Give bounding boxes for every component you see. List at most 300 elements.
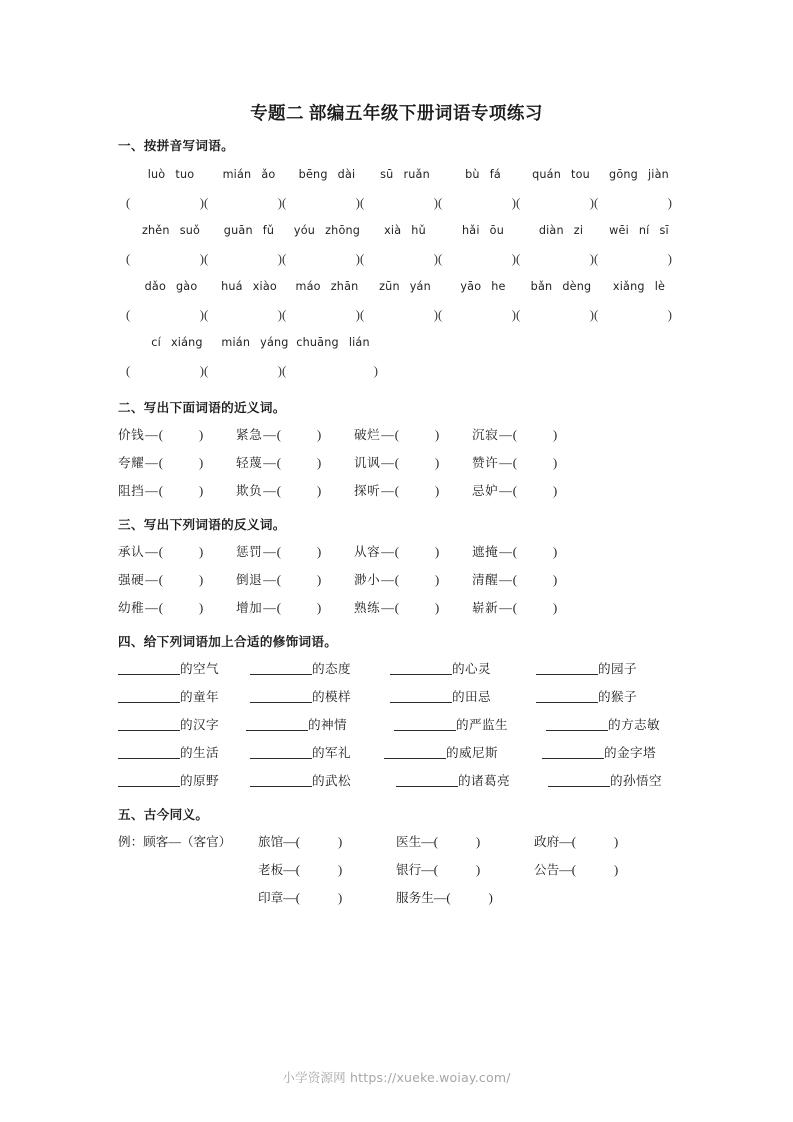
pinyin-syllable: luò bbox=[147, 168, 166, 181]
worksheet-content bbox=[118, 136, 688, 920]
dash: — bbox=[145, 601, 158, 615]
antonym-item[interactable] bbox=[472, 594, 590, 622]
modifier-grid bbox=[118, 655, 688, 795]
fill-blank[interactable] bbox=[118, 772, 180, 787]
answer-bracket[interactable] bbox=[159, 594, 211, 622]
paren-left: ( bbox=[158, 484, 163, 498]
ancient-modern-row bbox=[118, 884, 688, 912]
pinyin-syllable: ní bbox=[638, 224, 650, 237]
answer-bracket[interactable] bbox=[438, 244, 516, 274]
answer-bracket[interactable] bbox=[513, 421, 565, 449]
ancient-modern-item[interactable] bbox=[258, 884, 396, 912]
word-term: 强硬 bbox=[118, 573, 145, 587]
modifier-item[interactable] bbox=[118, 655, 250, 683]
answer-bracket[interactable] bbox=[277, 566, 329, 594]
fill-blank[interactable] bbox=[536, 660, 598, 675]
answer-bracket[interactable] bbox=[395, 594, 447, 622]
paren-left: ( bbox=[276, 456, 281, 470]
answer-bracket[interactable] bbox=[438, 300, 516, 330]
paren-left: ( bbox=[204, 196, 209, 210]
word-term: 银行 bbox=[396, 863, 422, 877]
answer-bracket[interactable] bbox=[159, 538, 211, 566]
answer-bracket[interactable] bbox=[126, 356, 204, 386]
paren-right: ) bbox=[552, 545, 558, 559]
paren-right: ) bbox=[475, 835, 481, 849]
paren-right: ) bbox=[198, 545, 204, 559]
paren-left: ( bbox=[204, 308, 209, 322]
modifier-item[interactable] bbox=[384, 739, 542, 767]
answer-bracket[interactable] bbox=[395, 477, 447, 505]
fill-blank[interactable] bbox=[250, 744, 312, 759]
modifier-word: 田忌 bbox=[465, 690, 491, 704]
paren-right: ) bbox=[511, 252, 516, 266]
pinyin-syllable: xià bbox=[384, 224, 402, 237]
dash: — bbox=[283, 835, 296, 849]
modifier-item[interactable] bbox=[118, 683, 250, 711]
paren-left: ( bbox=[394, 428, 399, 442]
answer-bracket[interactable] bbox=[395, 421, 447, 449]
paren-right: ) bbox=[316, 545, 322, 559]
synonym-item[interactable] bbox=[354, 449, 472, 477]
fill-blank[interactable] bbox=[394, 716, 456, 731]
paren-left: ( bbox=[360, 252, 365, 266]
paren-left: ( bbox=[360, 308, 365, 322]
answer-bracket[interactable] bbox=[594, 188, 672, 218]
pinyin-syllable: huá bbox=[221, 280, 243, 293]
modifier-item[interactable] bbox=[250, 767, 396, 795]
antonym-item[interactable] bbox=[118, 594, 236, 622]
ancient-modern-item[interactable] bbox=[396, 856, 534, 884]
modifier-item[interactable] bbox=[390, 655, 536, 683]
pinyin-group bbox=[366, 274, 444, 300]
modifier-word: 原野 bbox=[193, 774, 219, 788]
fill-blank[interactable] bbox=[118, 716, 180, 731]
paren-left: ( bbox=[394, 573, 399, 587]
answer-bracket[interactable] bbox=[126, 188, 204, 218]
modifier-item[interactable] bbox=[542, 739, 656, 767]
row-spacer bbox=[118, 884, 258, 912]
modifier-word: 严监生 bbox=[469, 718, 508, 732]
answer-bracket[interactable] bbox=[126, 300, 204, 330]
pinyin-syllable: dài bbox=[337, 168, 356, 181]
fill-blank[interactable] bbox=[542, 744, 604, 759]
paren-left: ( bbox=[394, 456, 399, 470]
modifier-item[interactable] bbox=[536, 683, 637, 711]
answer-bracket[interactable] bbox=[277, 538, 329, 566]
answer-bracket[interactable] bbox=[282, 356, 378, 386]
pinyin-group bbox=[294, 330, 372, 356]
pinyin-syllable: lián bbox=[348, 336, 370, 349]
modifier-row bbox=[118, 683, 688, 711]
pinyin-syllable: yāo bbox=[460, 280, 482, 293]
answer-bracket[interactable] bbox=[594, 244, 672, 274]
modifier-item[interactable] bbox=[118, 711, 246, 739]
ancient-modern-item[interactable] bbox=[534, 856, 672, 884]
paren-right: ) bbox=[488, 891, 493, 905]
paren-left: ( bbox=[282, 252, 287, 266]
example-term: 顾客 bbox=[143, 835, 169, 849]
synonym-item[interactable] bbox=[472, 477, 590, 505]
answer-bracket[interactable] bbox=[277, 477, 329, 505]
answer-bracket[interactable] bbox=[277, 594, 329, 622]
pinyin-syllable: lè bbox=[654, 280, 666, 293]
paren-left: ( bbox=[433, 835, 438, 849]
synonym-item[interactable] bbox=[118, 449, 236, 477]
fill-blank[interactable] bbox=[250, 660, 312, 675]
paren-right: ) bbox=[337, 863, 343, 877]
example-answer: （客官） bbox=[180, 835, 232, 849]
pinyin-syllable: cí bbox=[151, 336, 161, 349]
modifier-item[interactable] bbox=[548, 767, 662, 795]
pinyin-syllable: gào bbox=[176, 280, 198, 293]
modifier-item[interactable] bbox=[250, 683, 390, 711]
fill-blank[interactable] bbox=[536, 688, 598, 703]
paren-right: ) bbox=[589, 308, 594, 322]
modifier-particle: 的 bbox=[446, 746, 459, 760]
paren-right: ) bbox=[434, 601, 440, 615]
modifier-particle: 的 bbox=[312, 774, 325, 788]
paren-left: ( bbox=[126, 308, 131, 322]
pinyin-syllable: quán bbox=[532, 168, 562, 181]
dash: — bbox=[145, 545, 158, 559]
dash: — bbox=[381, 573, 394, 587]
answer-bracket[interactable] bbox=[513, 538, 565, 566]
synonym-item[interactable] bbox=[472, 421, 590, 449]
example-item bbox=[118, 828, 258, 856]
ancient-modern-item[interactable] bbox=[534, 828, 672, 856]
modifier-word: 方志敏 bbox=[621, 718, 660, 732]
answer-bracket[interactable] bbox=[395, 538, 447, 566]
ancient-modern-item[interactable] bbox=[396, 884, 548, 912]
paren-left: ( bbox=[594, 252, 599, 266]
pinyin-syllable: ōu bbox=[489, 224, 504, 237]
fill-blank[interactable] bbox=[118, 744, 180, 759]
antonym-item[interactable] bbox=[236, 538, 354, 566]
modifier-particle: 的 bbox=[608, 718, 621, 732]
footer-watermark: 小学资源网 https://xueke.woiay.com/ bbox=[282, 1070, 511, 1085]
answer-bracket[interactable] bbox=[513, 477, 565, 505]
fill-blank[interactable] bbox=[548, 772, 610, 787]
pinyin-group bbox=[522, 218, 600, 244]
antonym-item[interactable] bbox=[118, 566, 236, 594]
modifier-word: 猴子 bbox=[611, 690, 637, 704]
modifier-particle: 的 bbox=[458, 774, 471, 788]
paren-left: ( bbox=[512, 456, 517, 470]
dash: — bbox=[381, 484, 394, 498]
word-term: 旅馆 bbox=[258, 835, 284, 849]
answer-bracket[interactable] bbox=[204, 188, 282, 218]
word-term: 阻挡 bbox=[118, 484, 145, 498]
pinyin-group bbox=[600, 162, 678, 188]
fill-blank[interactable] bbox=[390, 660, 452, 675]
dash: — bbox=[263, 573, 276, 587]
paren-left: ( bbox=[394, 484, 399, 498]
dash: — bbox=[283, 863, 296, 877]
paren-left: ( bbox=[276, 428, 281, 442]
answer-bracket[interactable] bbox=[159, 421, 211, 449]
fill-blank[interactable] bbox=[250, 688, 312, 703]
pinyin-syllable: fǔ bbox=[262, 224, 275, 237]
pinyin-syllable: tuo bbox=[175, 168, 195, 181]
word-term: 增加 bbox=[236, 601, 263, 615]
modifier-word: 汉字 bbox=[193, 718, 219, 732]
modifier-particle: 的 bbox=[604, 746, 617, 760]
pinyin-group bbox=[288, 162, 366, 188]
fill-blank[interactable] bbox=[546, 716, 608, 731]
paren-left: ( bbox=[158, 545, 163, 559]
ancient-modern-row bbox=[118, 856, 688, 884]
paren-left: ( bbox=[394, 601, 399, 615]
fill-blank[interactable] bbox=[250, 772, 312, 787]
synonym-item[interactable] bbox=[118, 421, 236, 449]
answer-bracket[interactable] bbox=[159, 477, 211, 505]
paren-left: ( bbox=[158, 428, 163, 442]
fill-blank[interactable] bbox=[246, 716, 308, 731]
answer-bracket[interactable] bbox=[277, 449, 329, 477]
answer-bracket[interactable] bbox=[513, 594, 565, 622]
pinyin-group bbox=[444, 218, 522, 244]
modifier-particle: 的 bbox=[180, 774, 193, 788]
modifier-particle: 的 bbox=[452, 662, 465, 676]
answer-bracket[interactable] bbox=[395, 566, 447, 594]
word-term: 讥讽 bbox=[354, 456, 381, 470]
paren-left: ( bbox=[276, 573, 281, 587]
pinyin-group bbox=[366, 162, 444, 188]
answer-bracket[interactable] bbox=[282, 300, 360, 330]
word-term: 老板 bbox=[258, 863, 284, 877]
paren-right: ) bbox=[198, 428, 204, 442]
modifier-particle: 的 bbox=[180, 690, 193, 704]
answer-bracket[interactable] bbox=[438, 188, 516, 218]
answer-bracket[interactable] bbox=[594, 300, 672, 330]
pinyin-block bbox=[118, 162, 688, 386]
paren-left: ( bbox=[295, 891, 300, 905]
modifier-word: 金字塔 bbox=[617, 746, 656, 760]
word-term: 渺小 bbox=[354, 573, 381, 587]
answer-bracket[interactable] bbox=[516, 188, 594, 218]
modifier-word: 武松 bbox=[325, 774, 351, 788]
pinyin-group bbox=[444, 162, 522, 188]
pinyin-syllable: gōng bbox=[609, 168, 638, 181]
answer-bracket[interactable] bbox=[513, 449, 565, 477]
paren-right: ) bbox=[552, 573, 558, 587]
answer-bracket[interactable] bbox=[282, 244, 360, 274]
pinyin-syllable: suǒ bbox=[179, 224, 201, 237]
answer-bracket[interactable] bbox=[204, 300, 282, 330]
paren-right: ) bbox=[433, 252, 438, 266]
pinyin-syllable: bù bbox=[465, 168, 480, 181]
paren-right: ) bbox=[552, 428, 558, 442]
modifier-row bbox=[118, 767, 688, 795]
dash: — bbox=[168, 835, 181, 849]
synonym-item[interactable] bbox=[354, 477, 472, 505]
paren-left: ( bbox=[516, 196, 521, 210]
ancient-modern-item[interactable] bbox=[258, 828, 396, 856]
paren-right: ) bbox=[613, 863, 619, 877]
pinyin-group bbox=[210, 274, 288, 300]
synonym-grid bbox=[118, 421, 688, 505]
antonym-item[interactable] bbox=[354, 594, 472, 622]
dash: — bbox=[263, 484, 276, 498]
section-synonyms bbox=[118, 398, 688, 505]
modifier-word: 心灵 bbox=[465, 662, 491, 676]
dash: — bbox=[421, 835, 434, 849]
paren-right: ) bbox=[667, 308, 672, 322]
paren-right: ) bbox=[589, 252, 594, 266]
word-term: 惩罚 bbox=[236, 545, 263, 559]
pinyin-syllable: ǎo bbox=[261, 168, 276, 181]
word-term: 忌妒 bbox=[472, 484, 499, 498]
antonym-item[interactable] bbox=[236, 566, 354, 594]
word-term: 紧急 bbox=[236, 428, 263, 442]
dash: — bbox=[145, 484, 158, 498]
modifier-item[interactable] bbox=[546, 711, 660, 739]
answer-bracket[interactable] bbox=[277, 421, 329, 449]
modifier-item[interactable] bbox=[250, 739, 384, 767]
paren-right: ) bbox=[373, 364, 378, 378]
dash: — bbox=[433, 891, 447, 905]
paren-left: ( bbox=[438, 196, 443, 210]
pinyin-group bbox=[132, 218, 210, 244]
answer-bracket[interactable] bbox=[204, 356, 282, 386]
modifier-item[interactable] bbox=[536, 655, 637, 683]
paren-left: ( bbox=[512, 601, 517, 615]
answer-bracket[interactable] bbox=[513, 566, 565, 594]
answer-bracket-row bbox=[118, 300, 688, 330]
answer-bracket[interactable] bbox=[360, 188, 438, 218]
paren-left: ( bbox=[571, 863, 576, 877]
ancient-modern-item[interactable] bbox=[258, 856, 396, 884]
word-term: 破烂 bbox=[354, 428, 381, 442]
answer-bracket-row bbox=[118, 188, 688, 218]
synonym-item[interactable] bbox=[236, 477, 354, 505]
modifier-particle: 的 bbox=[312, 662, 325, 676]
paren-left: ( bbox=[276, 545, 281, 559]
answer-bracket[interactable] bbox=[159, 449, 211, 477]
synonym-item[interactable] bbox=[472, 449, 590, 477]
paren-right: ) bbox=[316, 428, 322, 442]
word-term: 遮掩 bbox=[472, 545, 499, 559]
section-ancient-modern bbox=[118, 805, 688, 912]
answer-bracket[interactable] bbox=[282, 188, 360, 218]
dash: — bbox=[381, 545, 394, 559]
fill-blank[interactable] bbox=[396, 772, 458, 787]
ancient-modern-grid bbox=[118, 828, 688, 912]
word-term: 倒退 bbox=[236, 573, 263, 587]
pinyin-syllable: yóu bbox=[293, 224, 316, 237]
pinyin-syllable: diàn bbox=[538, 224, 564, 237]
synonym-item[interactable] bbox=[236, 421, 354, 449]
paren-right: ) bbox=[277, 252, 282, 266]
word-term: 医生 bbox=[396, 835, 422, 849]
ancient-modern-item[interactable] bbox=[396, 828, 534, 856]
paren-right: ) bbox=[589, 196, 594, 210]
answer-bracket-row bbox=[118, 244, 688, 274]
word-term: 探听 bbox=[354, 484, 381, 498]
modifier-particle: 的 bbox=[610, 774, 623, 788]
paren-right: ) bbox=[316, 601, 322, 615]
answer-bracket[interactable] bbox=[204, 244, 282, 274]
pinyin-syllable: bǎn bbox=[530, 280, 553, 293]
paren-left: ( bbox=[594, 308, 599, 322]
fill-blank[interactable] bbox=[390, 688, 452, 703]
antonym-item[interactable] bbox=[354, 538, 472, 566]
paren-right: ) bbox=[552, 456, 558, 470]
modifier-row bbox=[118, 739, 688, 767]
antonym-item[interactable] bbox=[472, 566, 590, 594]
modifier-item[interactable] bbox=[246, 711, 394, 739]
word-term: 承认 bbox=[118, 545, 145, 559]
paren-right: ) bbox=[198, 456, 204, 470]
antonym-item[interactable] bbox=[236, 594, 354, 622]
modifier-item[interactable] bbox=[250, 655, 390, 683]
pinyin-syllable: sī bbox=[659, 224, 669, 237]
paren-left: ( bbox=[282, 308, 287, 322]
paren-right: ) bbox=[277, 308, 282, 322]
paren-left: ( bbox=[276, 601, 281, 615]
modifier-item[interactable] bbox=[394, 711, 546, 739]
modifier-particle: 的 bbox=[312, 690, 325, 704]
answer-bracket[interactable] bbox=[126, 244, 204, 274]
answer-bracket[interactable] bbox=[395, 449, 447, 477]
paren-left: ( bbox=[282, 364, 287, 378]
dash: — bbox=[145, 428, 158, 442]
modifier-item[interactable] bbox=[390, 683, 536, 711]
word-term: 幼稚 bbox=[118, 601, 145, 615]
antonym-item[interactable] bbox=[472, 538, 590, 566]
answer-bracket[interactable] bbox=[360, 300, 438, 330]
pinyin-syllable: ruǎn bbox=[403, 168, 430, 181]
pinyin-syllable: hǔ bbox=[411, 224, 426, 237]
fill-blank[interactable] bbox=[384, 744, 446, 759]
answer-bracket[interactable] bbox=[360, 244, 438, 274]
pinyin-row bbox=[118, 218, 688, 244]
synonym-item[interactable] bbox=[236, 449, 354, 477]
modifier-item[interactable] bbox=[396, 767, 548, 795]
modifier-item[interactable] bbox=[118, 767, 250, 795]
section-3-heading: 三、写出下列词语的反义词。 bbox=[118, 518, 286, 532]
paren-left: ( bbox=[295, 863, 300, 877]
answer-bracket[interactable] bbox=[516, 300, 594, 330]
answer-bracket[interactable] bbox=[159, 566, 211, 594]
antonym-item[interactable] bbox=[354, 566, 472, 594]
paren-right: ) bbox=[277, 196, 282, 210]
synonym-item[interactable] bbox=[118, 477, 236, 505]
pinyin-group bbox=[288, 218, 366, 244]
pinyin-syllable: zhōng bbox=[325, 224, 361, 237]
answer-bracket[interactable] bbox=[516, 244, 594, 274]
paren-right: ) bbox=[434, 484, 440, 498]
modifier-word: 童年 bbox=[193, 690, 219, 704]
modifier-item[interactable] bbox=[118, 739, 250, 767]
paren-left: ( bbox=[433, 863, 438, 877]
fill-blank[interactable] bbox=[118, 688, 180, 703]
pinyin-syllable: yán bbox=[409, 280, 431, 293]
modifier-word: 模样 bbox=[325, 690, 351, 704]
word-term: 从容 bbox=[354, 545, 381, 559]
paren-left: ( bbox=[158, 573, 163, 587]
antonym-item[interactable] bbox=[118, 538, 236, 566]
fill-blank[interactable] bbox=[118, 660, 180, 675]
pinyin-syllable: máo bbox=[295, 280, 321, 293]
paren-right: ) bbox=[198, 484, 204, 498]
pinyin-syllable: xiǎng bbox=[612, 280, 645, 293]
example-label: 例： bbox=[118, 835, 144, 849]
paren-right: ) bbox=[667, 196, 672, 210]
paren-right: ) bbox=[316, 484, 322, 498]
paren-right: ) bbox=[277, 364, 282, 378]
synonym-item[interactable] bbox=[354, 421, 472, 449]
